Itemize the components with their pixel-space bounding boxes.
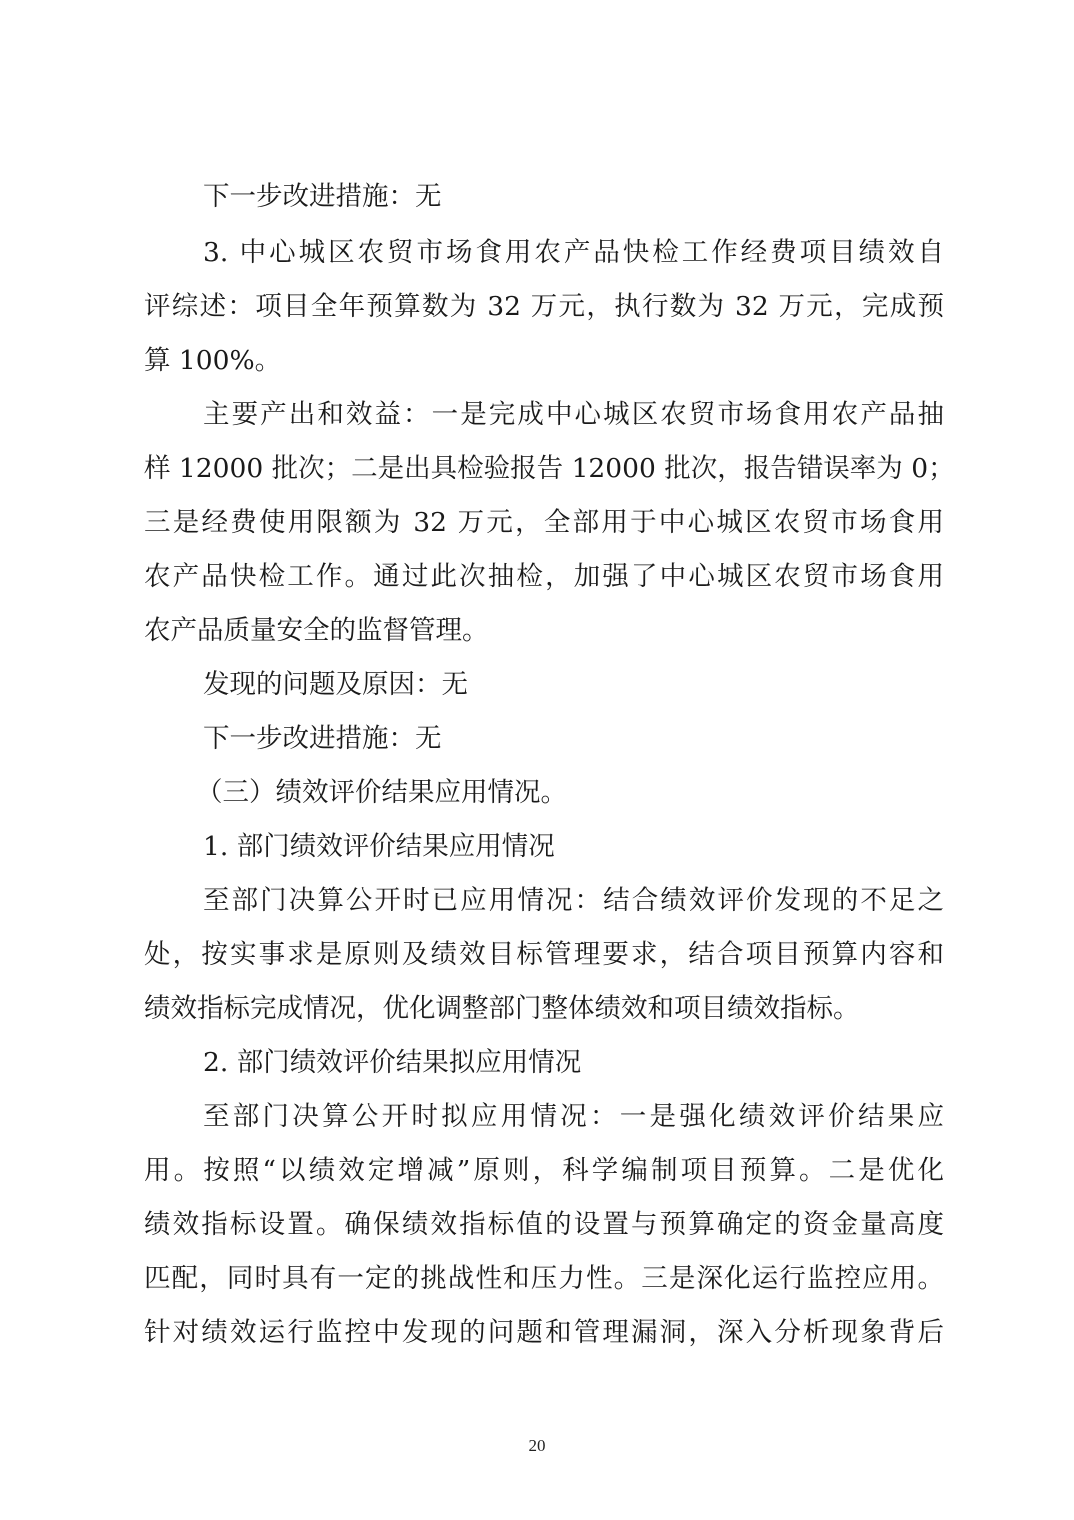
paragraph-line: 下一步改进措施：无 xyxy=(203,723,442,754)
paragraph-line: 评综述：项目全年预算数为 32 万元，执行数为 32 万元，完成预 xyxy=(144,291,944,322)
paragraph-line: 至部门决算公开时已应用情况：结合绩效评价发现的不足之 xyxy=(203,885,944,916)
paragraph-line: 至部门决算公开时拟应用情况：一是强化绩效评价结果应 xyxy=(203,1101,944,1132)
page-number: 20 xyxy=(528,1436,546,1455)
paragraph-line: 匹配，同时具有一定的挑战性和压力性。三是深化运行监控应用。 xyxy=(144,1263,944,1294)
subsection-heading: 1. 部门绩效评价结果应用情况 xyxy=(203,831,555,862)
paragraph-line: 用。按照“以绩效定增减”原则，科学编制项目预算。二是优化 xyxy=(144,1155,944,1186)
paragraph-line: 三是经费使用限额为 32 万元，全部用于中心城区农贸市场食用 xyxy=(144,507,944,538)
paragraph-line: 处，按实事求是原则及绩效目标管理要求，结合项目预算内容和 xyxy=(144,939,944,970)
paragraph-line: 算 100%。 xyxy=(144,345,282,376)
subsection-heading: 2. 部门绩效评价结果拟应用情况 xyxy=(203,1047,582,1078)
paragraph-line: 农产品快检工作。通过此次抽检，加强了中心城区农贸市场食用 xyxy=(144,561,944,592)
paragraph-line: 农产品质量安全的监督管理。 xyxy=(144,615,489,646)
paragraph-line: 样 12000 批次；二是出具检验报告 12000 批次，报告错误率为 0； xyxy=(144,453,955,484)
section-heading: （三）绩效评价结果应用情况。 xyxy=(196,777,567,808)
paragraph-line: 发现的问题及原因：无 xyxy=(203,669,468,700)
paragraph-line: 绩效指标设置。确保绩效指标值的设置与预算确定的资金量高度 xyxy=(144,1209,944,1240)
paragraph-line: 主要产出和效益：一是完成中心城区农贸市场食用农产品抽 xyxy=(203,399,944,430)
paragraph-line: 下一步改进措施：无 xyxy=(203,181,442,212)
paragraph-line: 绩效指标完成情况，优化调整部门整体绩效和项目绩效指标。 xyxy=(144,993,860,1024)
paragraph-line: 3. 中心城区农贸市场食用农产品快检工作经费项目绩效自 xyxy=(203,237,944,268)
paragraph-line: 针对绩效运行监控中发现的问题和管理漏洞，深入分析现象背后 xyxy=(144,1317,944,1348)
